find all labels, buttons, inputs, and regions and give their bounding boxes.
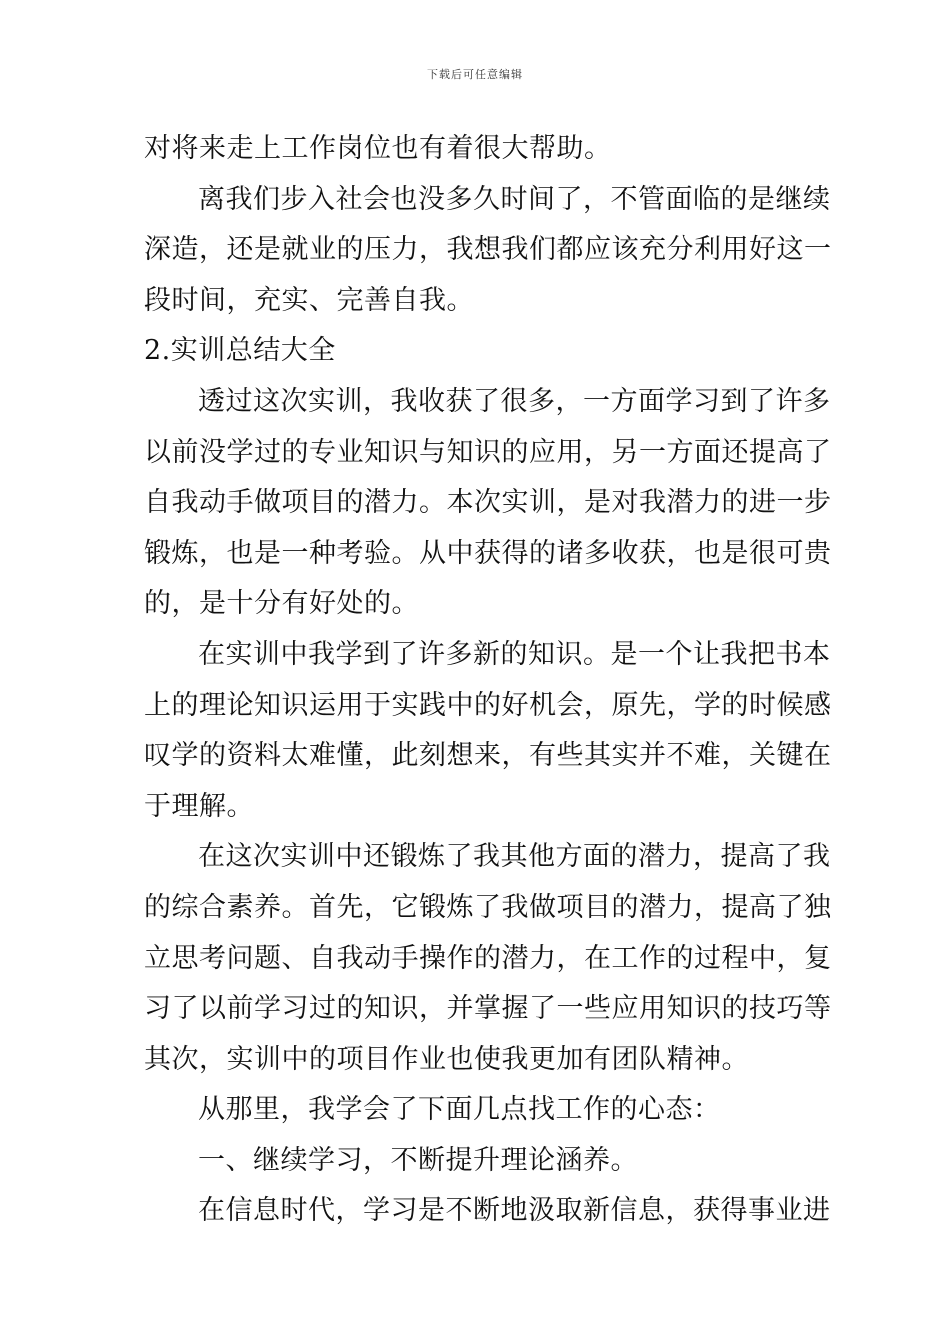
text-line: 一、继续学习，不断提升理论涵养。 [198, 1144, 638, 1176]
page-header: 下载后可任意编辑 [427, 68, 523, 81]
text-line: 深造，还是就业的压力，我想我们都应该充分利用好这一 [144, 234, 832, 266]
text-line: 在信息时代，学习是不断地汲取新信息，获得事业进 [198, 1195, 831, 1227]
text-line: 在这次实训中还锻炼了我其他方面的潜力，提高了我 [198, 841, 831, 873]
text-line: 对将来走上工作岗位也有着很大帮助。 [144, 133, 612, 164]
text-line: 离我们步入社会也没多久时间了，不管面临的是继续 [198, 183, 831, 215]
text-line: 其次，实训中的项目作业也使我更加有团队精神。 [144, 1043, 749, 1075]
text-line: 锻炼，也是一种考验。从中获得的诸多收获，也是很可贵 [144, 537, 832, 569]
body-text [144, 124, 832, 1237]
text-line: 上的理论知识运用于实践中的好机会，原先，学的时候感 [144, 689, 832, 721]
text-line: 从那里，我学会了下面几点找工作的心态： [198, 1094, 721, 1126]
text-line: 以前没学过的专业知识与知识的应用，另一方面还提高了 [144, 436, 832, 468]
text-line: 叹学的资料太难懂，此刻想来，有些其实并不难，关键在 [144, 740, 832, 772]
text-line: 习了以前学习过的知识，并掌握了一些应用知识的技巧等 [144, 993, 832, 1025]
text-line: 2.实训总结大全 [144, 335, 336, 367]
text-line: 的，是十分有好处的。 [144, 588, 419, 620]
text-line: 立思考问题、自我动手操作的潜力，在工作的过程中，复 [144, 942, 832, 974]
text-line: 自我动手做项目的潜力。本次实训，是对我潜力的进一步 [144, 487, 832, 519]
text-line: 透过这次实训，我收获了很多，一方面学习到了许多 [198, 385, 831, 417]
text-line: 于理解。 [144, 790, 254, 822]
text-line: 在实训中我学到了许多新的知识。是一个让我把书本 [198, 638, 831, 670]
text-line: 的综合素养。首先，它锻炼了我做项目的潜力，提高了独 [144, 891, 832, 923]
text-line: 段时间，充实、完善自我。 [144, 284, 474, 316]
